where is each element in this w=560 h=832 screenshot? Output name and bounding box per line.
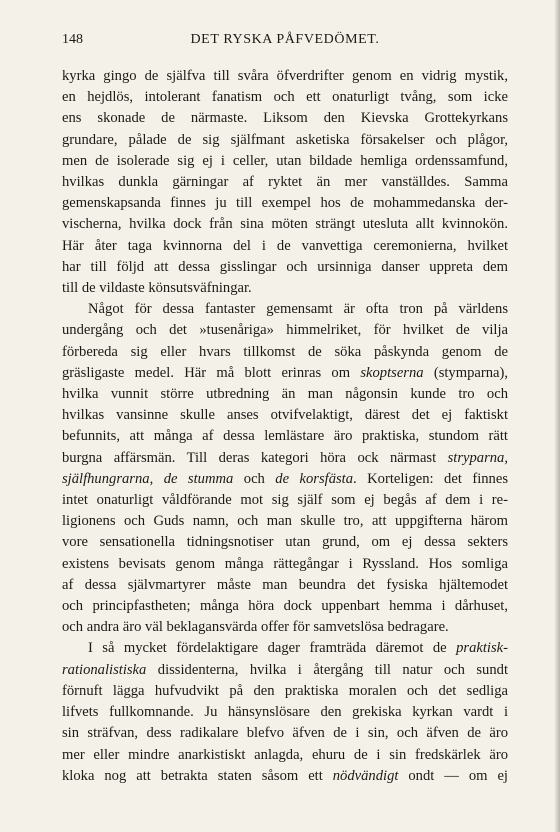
page-edge-shadow [554, 0, 560, 832]
text-line: sin sträfvan, dess radikalare blefvo äfven de i sin, och äfven de äro [62, 725, 508, 742]
text-line [62, 660, 508, 681]
text-line: af dessa självmartyrer måste man beundra det fysiska hjältemodet [62, 576, 508, 593]
text-run: och [233, 470, 276, 487]
emphasis-nodvandigt: nödvändigt [332, 767, 399, 784]
text-line [62, 469, 508, 490]
text-run: I så mycket fördelaktigare dager framträda däremot de [88, 640, 457, 657]
emphasis-rationalistiska: rationalistiska [62, 661, 147, 678]
text-line: och andra äro väl beklagansvärda offer för samvetslösa bedragare. [62, 619, 449, 636]
emphasis-stryparna: stryparna, [447, 449, 508, 466]
text-line: har till följd att dessa gisslingar och ursinniga danser uppreta dem [62, 258, 508, 275]
text-run: kloka nog att betrakta staten såsom ett [62, 767, 333, 784]
emphasis-skoptserna: skoptserna [360, 364, 424, 381]
text-line: undergång och det »tusenåriga» himmelriket, för hvilket de vilja [62, 322, 508, 339]
text-line: en hejdlös, intolerant fanatism och ett onaturligt tvång, som icke [62, 89, 508, 106]
text-run: ondt — om ej [398, 767, 508, 784]
body-text [62, 66, 508, 787]
text-line: hvilka vunnit större utbredning än man någonsin kunde tro och [62, 386, 508, 403]
text-run: gräsligaste medel. Här må blott erinras om [62, 364, 361, 381]
paragraph-2 [62, 299, 508, 638]
emphasis-de-korsfasta: de korsfästa [275, 470, 354, 487]
text-line [62, 448, 508, 469]
text-line [62, 766, 508, 787]
text-line: Något för dessa fantaster gemensamt är ofta tron på världens [88, 301, 508, 318]
text-line: befunnits, att många af dessa lemlästare äro praktiska, stundom rätt [62, 428, 508, 445]
text-line: hvilkas vansinne skulle anses otvifvelaktigt, därest det ej faktiskt [62, 407, 508, 424]
text-line: ens skonade de närmaste. Liksom den Kievska Grottekyrkans [62, 110, 508, 127]
emphasis-praktisk: praktisk- [456, 640, 508, 657]
text-line: ligionens och Guds namn, och man skulle tro, att uppgifterna härom [62, 513, 508, 530]
running-head: DET RYSKA PÅFVEDÖMET. [190, 32, 380, 47]
emphasis-sjalfhungrarna: själfhungrarna [62, 470, 150, 487]
text-run: burgna affärsmän. Till deras kategori höra ock närmast [62, 449, 448, 466]
text-line: till de vildaste könsutsväfningar. [62, 280, 252, 297]
text-line: förbereda sig eller hvars tillkomst de söka påskynda genom de [62, 343, 508, 360]
text-line: grundare, pålade de sig själfmant asketiska försakelser och plågor, [62, 131, 508, 148]
emphasis-de-stumma: de stumma [163, 470, 234, 487]
text-line [62, 638, 508, 659]
text-line [62, 363, 508, 384]
text-line: mer eller mindre anarkistiskt anlagda, ehuru de i sin fredskärlek äro [62, 746, 508, 763]
text-line: kyrka gingo de själfva till svåra öfverdrifter genom en vidrig mystik, [62, 68, 508, 84]
text-line: och principfastheten; många höra dock uppenbart hemma i dårhuset, [62, 598, 508, 615]
text-line: gemenskapsanda finnes ju till exempel hos de mohammedanska der- [62, 195, 508, 212]
text-line: existens bevisats genom många rättegångar i Ryssland. Hos somliga [62, 555, 508, 572]
text-run: . Korteligen: det finnes [353, 470, 508, 487]
text-line: förnuft lägga hufvudvikt på den praktiska moralen och det sedliga [62, 682, 508, 699]
text-run: dissidenterna, hvilka i återgång till natur och sundt [146, 661, 508, 678]
text-line: lifvets fullkomnande. Ju hänsynslösare den grekiska kyrkan vardt i [62, 704, 508, 721]
text-run: (stymparna), [423, 364, 508, 381]
text-run: , [149, 470, 164, 487]
page-header [62, 32, 508, 54]
text-line: vore sensationella tidningsnotiser utan grund, om ej dessa sekters [62, 534, 508, 551]
text-line: Här åter taga kvinnorna del i de vanvettiga ceremonierna, hvilket [62, 237, 508, 254]
paragraph-1 [62, 66, 508, 299]
text-line: men de isolerade sig ej i celler, utan bildade hemliga ordenssamfund, [62, 152, 508, 169]
text-line: intet onaturligt våldförande mot sig själf som ej begås af dem i re- [62, 492, 508, 509]
paragraph-3 [62, 638, 508, 786]
text-line: hvilkas dunkla gärningar af ryktet än mer vanställdes. Samma [62, 174, 508, 191]
text-line: vischerna, hvilka dock från sina möten strängt utesluta allt kvinnokön. [62, 216, 508, 233]
page-number: 148 [62, 32, 83, 47]
